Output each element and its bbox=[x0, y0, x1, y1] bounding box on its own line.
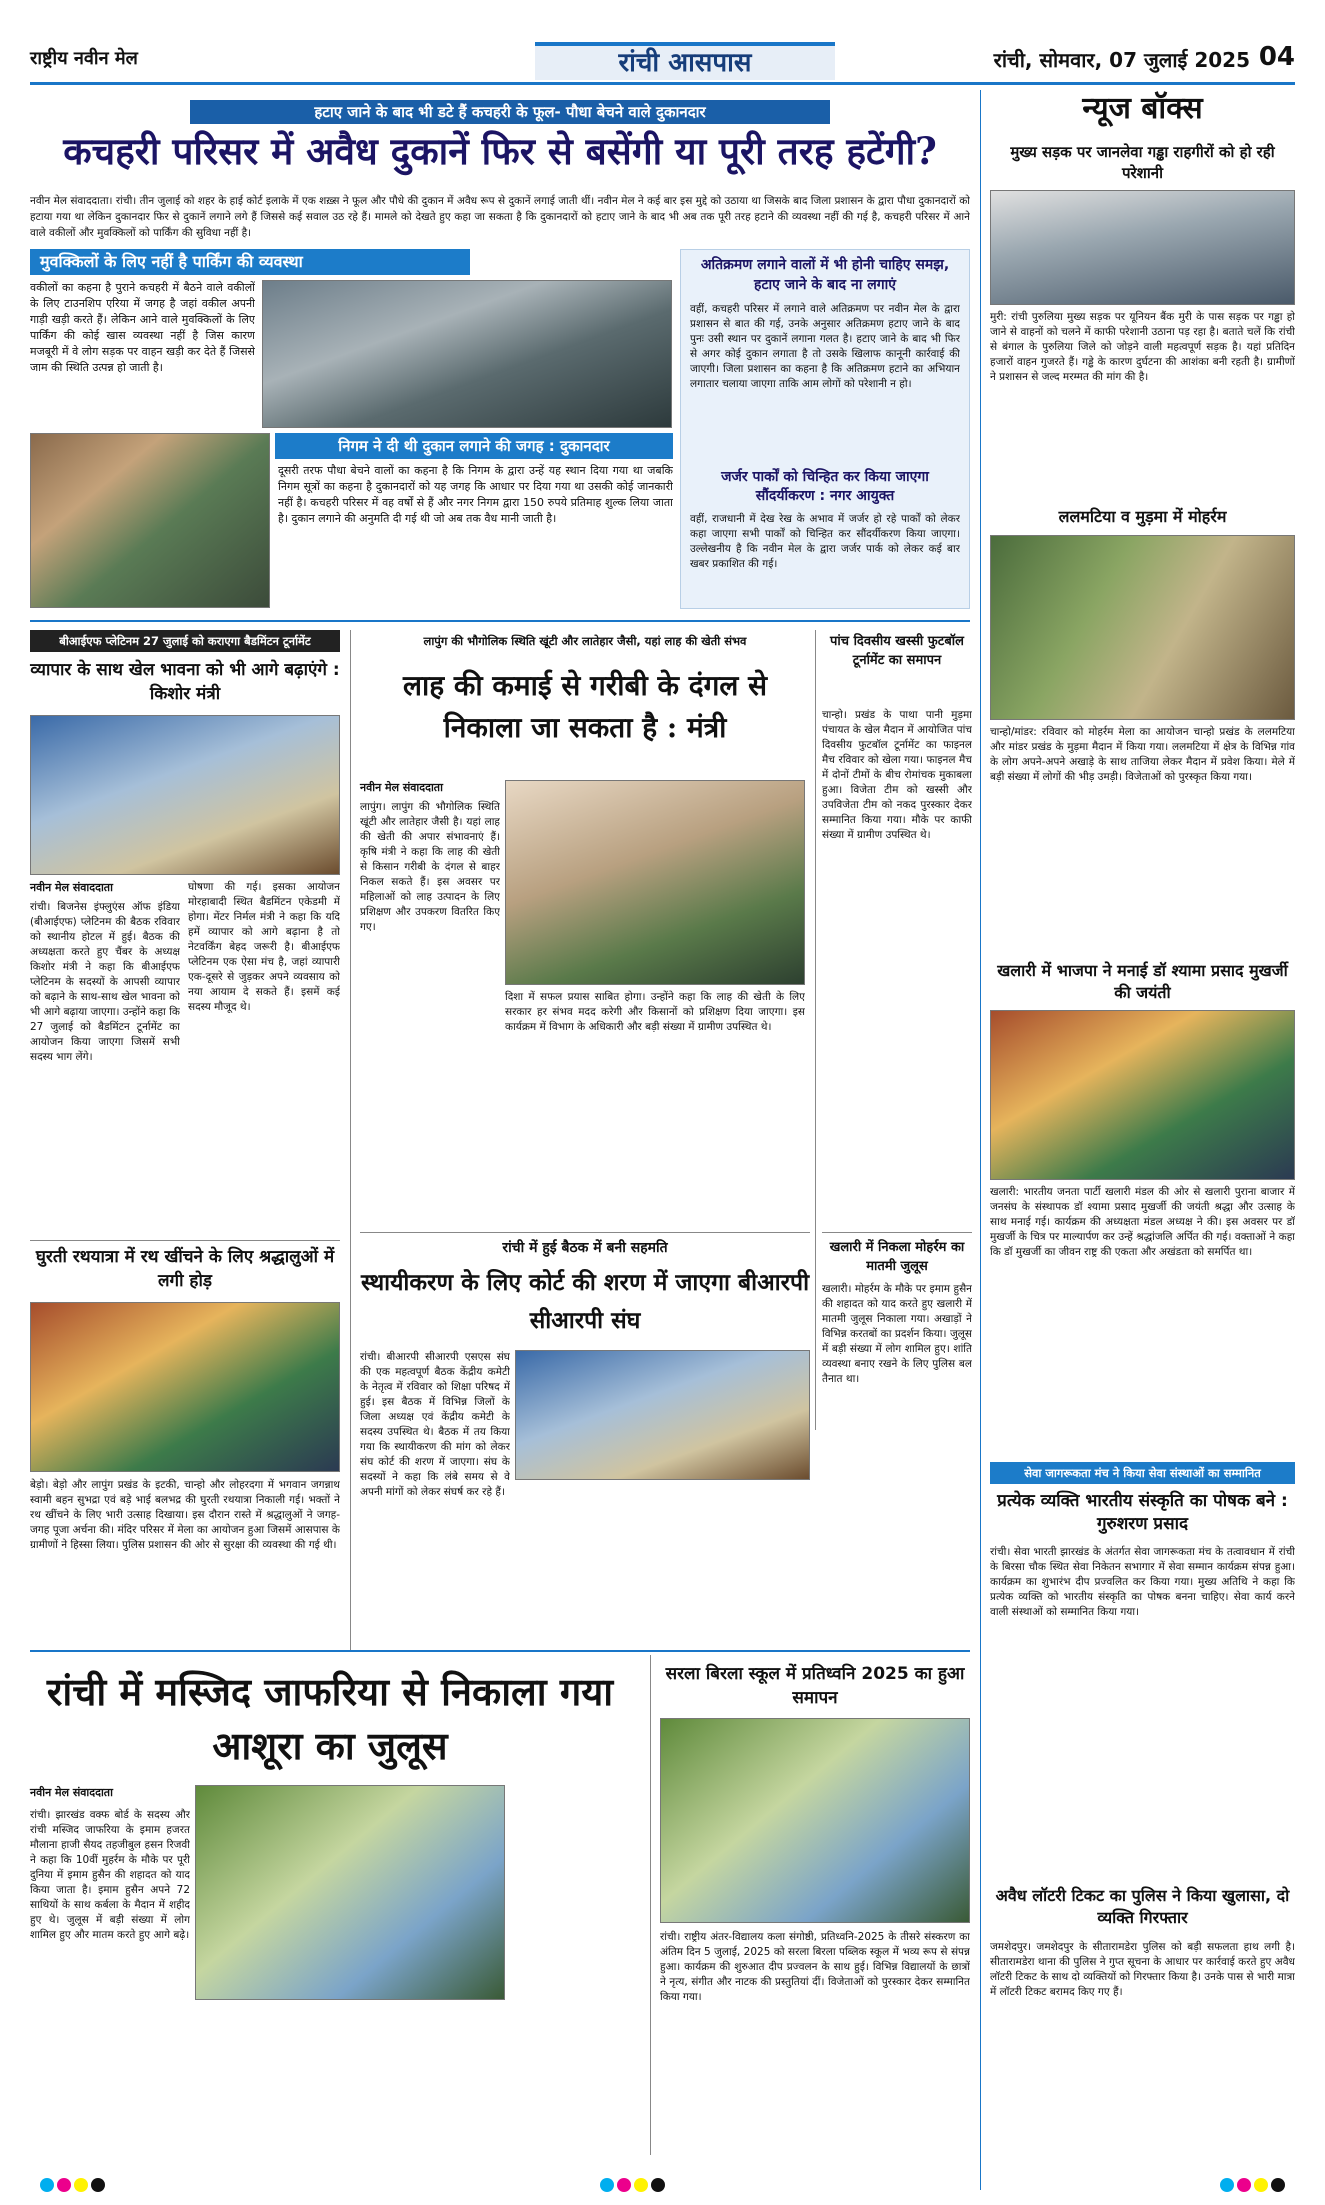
news-box-title: न्यूज बॉक्स bbox=[1082, 91, 1203, 126]
lead-park-headline: जर्जर पार्कों को चिन्हित कर किया जाएगा सौंदर्यीकरण : नगर आयुक्त bbox=[721, 469, 929, 504]
divider-ashura bbox=[30, 1650, 970, 1652]
lah-kicker: लापुंग की भौगोलिक स्थिति खूंटी और लातेहार जैसी, यहां लाह की खेती संभव bbox=[423, 634, 747, 648]
bif-text-2: घोषणा की गई। इसका आयोजन मोरहाबादी स्थित बैडमिंटन एकेडमी में होगा। मेंटर निर्मल मंत्री ने कहा कि यदि हमें व्यापार को आगे बढ़ाना है तो नेटवर्किंग बेहद जरूरी है। बीआईएफ प्लेटिनम एक ऐसा मंच है, जहां व्यापारी एक-दूसरे से जुड़कर अपने व्यवसाय को नया आयाम दे सकते हैं। इसमें कई सदस्य मौजूद थे। bbox=[188, 881, 340, 1013]
column-divider-sarla bbox=[650, 1655, 651, 2155]
news-item3-text: खलारी: भारतीय जनता पार्टी खलारी मंडल की ओर से खलारी पुराना बाजार में जनसंघ के संस्थापक डॉ श्यामा प्रसाद मुखर्जी की जयंती श्रद्धा और उत्साह के साथ मनाई गई। कार्यक्रम की अध्यक्षता मंडल अध्यक्ष ने की। इस अवसर पर डॉ मुखर्जी के चित्र पर माल्यार्पण कर उन्हें श्रद्धांजलि अर्पित की गई। वक्ताओं ने कहा कि डॉ मुखर्जी का जीवन राष्ट्र की एकता और अखंडता को समर्पित था। bbox=[990, 1186, 1295, 1258]
news-item2-text: चान्हो/मांडर: रविवार को मोहर्रम मेला का आयोजन चान्हो प्रखंड के ललमटिया और मांडर प्रखंड के मुड़मा मैदान में किया गया। ललमटिया में क्षेत्र के विभिन्न गांव के लोग अपने-अपने अखाड़े के साथ ताजिया लेकर मैदान में प्रवेश किया। मेले में बड़ी संख्या में लोगों की भीड़ उमड़ी। विजेताओं को पुरस्कृत किया गया। bbox=[990, 726, 1295, 783]
ashura-byline: नवीन मेल संवाददाता bbox=[30, 1786, 113, 1799]
photo-bjp-event bbox=[990, 1010, 1295, 1180]
ghurti-headline: घुरती रथयात्रा में रथ खींचने के लिए श्रद्धालुओं में लगी होड़ bbox=[35, 1247, 335, 1291]
sarla-headline: सरला बिरला स्कूल में प्रतिध्वनि 2025 का हुआ समापन bbox=[665, 1664, 965, 1708]
lead-nigam-text: दूसरी तरफ पौधा बेचने वालों का कहना है कि निगम के द्वारा उन्हें यह स्थान दिया गया था जबकि निगम सूत्रों का कहना है दुकानदारों को यह जगह कि आधार पर दिया गया था उसकी कोई जानकारी नहीं है। कचहरी परिसर में वह वर्षों से हैं और नगर निगम द्वारा 150 रुपये प्रतिमाह शुल्क लिया जाता है। दुकान लगाने की अनुमति दी गई थी जो अब तक वैध मानी जाती है। bbox=[278, 464, 673, 525]
sangh-text: रांची। बीआरपी सीआरपी एसएस संघ की एक महत्वपूर्ण बैठक केंद्रीय कमेटी के नेतृत्व में रविवार को शिक्षा परिषद में हुई। इस बैठक में विभिन्न जिलों के जिला अध्यक्ष एवं केंद्रीय कमेटी के सदस्य उपस्थित थे। बैठक में तय किया गया कि स्थायीकरण की मांग को लेकर संघ कोर्ट की शरण में जाएगा। संघ के सदस्यों ने कहा कि लंबे समय से वे अपनी मांगों को लेकर संघर्ष कर रहे हैं। bbox=[360, 1351, 510, 1498]
divider-ghurti bbox=[30, 1240, 340, 1241]
photo-pothole-road bbox=[990, 190, 1295, 305]
news-item2-headline: ललमटिया व मुड़मा में मोहर्रम bbox=[1058, 507, 1227, 526]
column-divider-right bbox=[980, 90, 981, 2190]
sangh-headline: स्थायीकरण के लिए कोर्ट की शरण में जाएगा बीआरपी सीआरपी संघ bbox=[360, 1269, 810, 1334]
registration-dots-right bbox=[1220, 2178, 1285, 2192]
registration-dots-center bbox=[600, 2178, 665, 2192]
ashura-text: रांची। झारखंड वक्फ बोर्ड के सदस्य और रांची मस्जिद जाफरिया के इमाम हजरत मौलाना हाजी सैयद तहजीबुल हसन रिजवी ने कहा कि 10वीं मुहर्रम के मौके पर पूरी दुनिया में इमाम हुसैन की शहादत को याद किया जाता है। इमाम हुसैन अपने 72 साथियों के साथ कर्बला के मैदान में शहीद हुए थे। जुलूस में बड़ी संख्या में लोग शामिल हुए और मातम करते हुए आगे बढ़े। bbox=[30, 1809, 190, 1941]
lah-headline: लाह की कमाई से गरीबी के दंगल से निकाला जा सकता है : मंत्री bbox=[402, 669, 768, 744]
dateline: रांची, सोमवार, 07 जुलाई 2025 bbox=[993, 48, 1250, 72]
section-title: रांची आसपास bbox=[535, 42, 835, 80]
muharram-khalari-text: खलारी। मोहर्रम के मौके पर इमाम हुसैन की शहादत को याद करते हुए खलारी में मातमी जुलूस निकाला गया। अखाड़ों ने विभिन्न करतबों का प्रदर्शन किया। जुलूस में बड़ी संख्या में लोग शामिल हुए। शांति व्यवस्था बनाए रखने के लिए पुलिस बल तैनात था। bbox=[822, 1283, 972, 1385]
registration-dots-left bbox=[40, 2178, 105, 2192]
lah-byline: नवीन मेल संवाददाता bbox=[360, 781, 443, 794]
lead-side-headline: अतिक्रमण लगाने वालों में भी होनी चाहिए समझ, हटाए जाने के बाद ना लगाएं bbox=[700, 257, 950, 293]
news-item3-headline: खलारी में भाजपा ने मनाई डॉ श्यामा प्रसाद मुखर्जी की जयंती bbox=[997, 961, 1288, 1002]
photo-bif-meeting bbox=[30, 715, 340, 875]
page-number: 04 bbox=[1258, 42, 1295, 72]
lead-subhead-nigam: निगम ने दी थी दुकान लगाने की जगह : दुकानदार bbox=[275, 433, 673, 459]
lah-text: लापुंग। लापुंग की भौगोलिक स्थिति खूंटी और लातेहार जैसी है। यहां लाह की खेती की अपार संभावनाएं हैं। कृषि मंत्री ने कहा कि लाह की खेती से किसान गरीबी के दंगल से बाहर निकल सकते हैं। इस अवसर पर महिलाओं को लाह उत्पादन के लिए प्रशिक्षण और उपकरण वितरित किए गए। bbox=[360, 801, 500, 933]
lead-subhead-parking: मुवक्किलों के लिए नहीं है पार्किंग की व्यवस्था bbox=[30, 249, 470, 275]
photo-sarla-birla-school bbox=[660, 1718, 970, 1923]
sarla-text: रांची। राष्ट्रीय अंतर-विद्यालय कला संगोष्ठी, प्रतिध्वनि-2025 के तीसरे संस्करण का अंतिम दिन 5 जुलाई, 2025 को सरला बिरला पब्लिक स्कूल में भव्य रूप से संपन्न हुआ। कार्यक्रम की शुरुआत दीप प्रज्वलन के साथ हुई। विभिन्न विद्यालयों के छात्रों ने नृत्य, संगीत और नाटक की प्रस्तुतियां दीं। विजेताओं को पुरस्कार देकर सम्मानित किया गया। bbox=[660, 1931, 970, 2003]
news-item5-text: जमशेदपुर। जमशेदपुर के सीतारामडेरा पुलिस को बड़ी सफलता हाथ लगी है। सीतारामडेरा थाना की पुलिस ने गुप्त सूचना के आधार पर कार्रवाई करते हुए अवैध लॉटरी टिकट के साथ दो व्यक्तियों को गिरफ्तार किया है। उनके पास से भारी मात्रा में लॉटरी टिकट बरामद किए गए हैं। bbox=[990, 1941, 1295, 1998]
news-item5-headline: अवैध लॉटरी टिकट का पुलिस ने किया खुलासा, दो व्यक्ति गिरफ्तार bbox=[995, 1886, 1290, 1927]
news-item4-kicker: सेवा जागरूकता मंच ने किया सेवा संस्थाओं का सम्मानित bbox=[990, 1462, 1295, 1484]
lead-kicker: हटाए जाने के बाद भी डटे हैं कचहरी के फूल- पौधा बेचने वाले दुकानदार bbox=[190, 100, 830, 124]
lead-park-text: वहीं, राजधानी में देख रेख के अभाव में जर्जर हो रहे पार्कों को लेकर कहा जाएगा सभी पार्कों को चिन्हित कर सौंदर्यीकरण किया जाएगा। उल्लेखनीय है कि नवीन मेल के द्वारा जर्जर पार्क को लेकर कई बार खबर प्रकाशित की गई। bbox=[690, 513, 960, 570]
masthead-rule bbox=[30, 82, 1295, 85]
ashura-headline: रांची में मस्जिद जाफरिया से निकाला गया आशूरा का जुलूस bbox=[46, 1669, 614, 1768]
news-item4-headline: प्रत्येक व्यक्ति भारतीय संस्कृति का पोषक बने : गुरुशरण प्रसाद bbox=[997, 1491, 1288, 1534]
photo-muharram-fair bbox=[990, 535, 1295, 720]
news-item1-text: मुरी: रांची पुरुलिया मुख्य सड़क पर यूनियन बैंक मुरी के पास सड़क पर गड्ढा हो जाने से वाहनों को चलने में काफी परेशानी उठाना पड़ रहा है। बताते चलें कि रांची से बंगाल के पुरुलिया जिले को जोड़ने वाली महत्वपूर्ण सड़क है। यहां प्रतिदिन हजारों वाहन गुजरते हैं। गड्ढे के कारण दुर्घटना की आशंका बनी रहती है। ग्रामीणों ने प्रशासन से जल्द मरम्मत की मांग की है। bbox=[990, 311, 1295, 383]
football-headline: पांच दिवसीय खस्सी फुटबॉल टूर्नामेंट का समापन bbox=[830, 634, 964, 668]
divider-muharram bbox=[822, 1232, 972, 1233]
bif-byline: नवीन मेल संवाददाता bbox=[30, 881, 113, 894]
divider-lead bbox=[30, 620, 970, 622]
muharram-khalari-headline: खलारी में निकला मोहर्रम का मातमी जुलूस bbox=[829, 1240, 965, 1274]
photo-sangh-meeting bbox=[515, 1350, 810, 1480]
lead-headline: कचहरी परिसर में अवैध दुकानें फिर से बसेंगी या पूरी तरह हटेंगी? bbox=[63, 129, 937, 173]
column-divider-mid bbox=[815, 630, 816, 1430]
bif-text: रांची। बिजनेस इंफ्लुएंस ऑफ इंडिया (बीआईएफ) प्लेटिनम की बैठक रविवार को स्थानीय होटल में हुई। बैठक की अध्यक्षता करते हुए चैंबर के अध्यक्ष किशोर मंत्री ने कहा कि बीआईएफ प्लेटिनम के सदस्यों के आपसी व्यापार को बढ़ाने के साथ-साथ खेल भावना को भी आगे बढ़ाया जाएगा। उन्होंने कहा कि 27 जुलाई को बैडमिंटन टूर्नामेंट का आयोजन किया जाएगा जिसमें सभी सदस्य भाग लेंगे। bbox=[30, 901, 180, 1063]
lead-side-text: वहीं, कचहरी परिसर में लगाने वाले अतिक्रमण पर नवीन मेल के द्वारा प्रशासन से बात की गई, उनके अनुसार अतिक्रमण हटाए जाने के बाद पुनः उसी स्थान पर दुकानें लगाना गलत है। हटाए जाने के बाद भी फिर से अगर कोई दुकान लगाता है तो उसके खिलाफ कानूनी कार्रवाई की जाएगी। जिला प्रशासन का कहना है कि अतिक्रमण हटाने का अभियान लगातार चलाया जाएगा ताकि आम लोगों को परेशानी न हो। bbox=[690, 303, 960, 390]
divider-sangh bbox=[360, 1232, 810, 1233]
lead-intro: नवीन मेल संवाददाता। रांची। तीन जुलाई को शहर के हाई कोर्ट इलाके में एक शख़्स ने फूल और पौधे की दुकान में अवैध रूप से दुकानें लगाई जाती थीं। नवीन मेल ने कई बार इस मुद्दे को उठाया था जिसके बाद जिला प्रशासन के द्वारा पौधा दुकानदारों को हटाया गया था लेकिन दुकानदार फिर से दुकानें लगाने लगे हैं जिससे कई सवाल उठ रहे हैं। मामले को देखते हुए कहा जा सकता है कि दुकानदारों को हटाए जाने के बाद भी अब तक पूरी तरह हटाने की व्यवस्था नहीं की गई है, कचहरी परिसर में आने वाले वकीलों और मुवक्किलों को पार्किंग की सुविधा नहीं है। bbox=[30, 195, 970, 239]
column-divider-left bbox=[350, 630, 351, 1650]
photo-lah-training bbox=[505, 780, 805, 985]
photo-ashura-procession bbox=[195, 1785, 505, 2000]
football-text: चान्हो। प्रखंड के पाथा पानी मुड़मा पंचायत के खेल मैदान में आयोजित पांच दिवसीय फुटबॉल टूर्नामेंट का फाइनल मैच रविवार को खेला गया। फाइनल मैच में दोनों टीमों के बीच रोमांचक मुकाबला हुआ। विजेता टीम को खस्सी और उपविजेता टीम को नकद पुरस्कार देकर सम्मानित किया गया। मौके पर काफी संख्या में ग्रामीण उपस्थित थे। bbox=[822, 709, 972, 841]
news-item4-text: रांची। सेवा भारती झारखंड के अंतर्गत सेवा जागरूकता मंच के तत्वावधान में रांची के बिरसा चौक स्थित सेवा निकेतन सभागार में सेवा सम्मान कार्यक्रम संपन्न हुआ। कार्यक्रम का शुभारंभ दीप प्रज्वलित कर किया गया। मुख्य अतिथि ने कहा कि प्रत्येक व्यक्ति को भारतीय संस्कृति का पोषक बनना चाहिए। सेवा कार्य करने वाली संस्थाओं को सम्मानित किया गया। bbox=[990, 1546, 1295, 1618]
paper-name: राष्ट्रीय नवीन मेल bbox=[30, 48, 138, 69]
sangh-kicker: रांची में हुई बैठक में बनी सहमति bbox=[502, 1240, 668, 1256]
lah-text-2: दिशा में सफल प्रयास साबित होगा। उन्होंने कहा कि लाह की खेती के लिए सरकार हर संभव मदद करेगी और किसानों को प्रशिक्षण दिया जाएगा। इस कार्यक्रम में विभाग के अधिकारी और बड़ी संख्या में ग्रामीण उपस्थित थे। bbox=[505, 991, 805, 1033]
bif-kicker: बीआईएफ प्लेटिनम 27 जुलाई को कराएगा बैडमिंटन टूर्नामेंट bbox=[30, 630, 340, 652]
photo-parked-vehicles bbox=[262, 280, 672, 428]
news-item1-headline: मुख्य सड़क पर जानलेवा गड्ढा राहगीरों को हो रही परेशानी bbox=[1010, 143, 1275, 182]
ghurti-text: बेड़ो। बेड़ो और लापुंग प्रखंड के इटकी, चान्हो और लोहरदगा में भगवान जगन्नाथ स्वामी बहन सुभद्रा एवं बड़े भाई बलभद्र की घुरती रथयात्रा निकाली गई। भक्तों ने रथ खींचने के लिए भारी उत्साह दिखाया। इस दौरान रास्ते में श्रद्धालुओं ने जगह-जगह पूजा अर्चना की। मंदिर परिसर में मेला का आयोजन हुआ जिसमें आसपास के ग्रामीणों ने हिस्सा लिया। पुलिस प्रशासन की ओर से सुरक्षा की व्यवस्था की गई थी। bbox=[30, 1479, 340, 1551]
photo-rath-yatra bbox=[30, 1302, 340, 1472]
masthead bbox=[30, 38, 1295, 84]
bif-headline: व्यापार के साथ खेल भावना को भी आगे बढ़ाएंगे : किशोर मंत्री bbox=[30, 660, 340, 704]
photo-plant-shops bbox=[30, 433, 270, 608]
lead-parking-text: वकीलों का कहना है पुराने कचहरी में बैठने वाले वकीलों के लिए टाउनशिप एरिया में जगह है जहां वकील अपनी गाड़ी खड़ी करते हैं। लेकिन आने वाले मुवक्किलों के लिए पार्किंग की कोई खास व्यवस्था नहीं है जिस कारण मजबूरी में वे लोग सड़क पर वाहन खड़ी कर देते हैं जिससे जाम की स्थिति उत्पन्न हो जाती है। bbox=[30, 281, 255, 374]
